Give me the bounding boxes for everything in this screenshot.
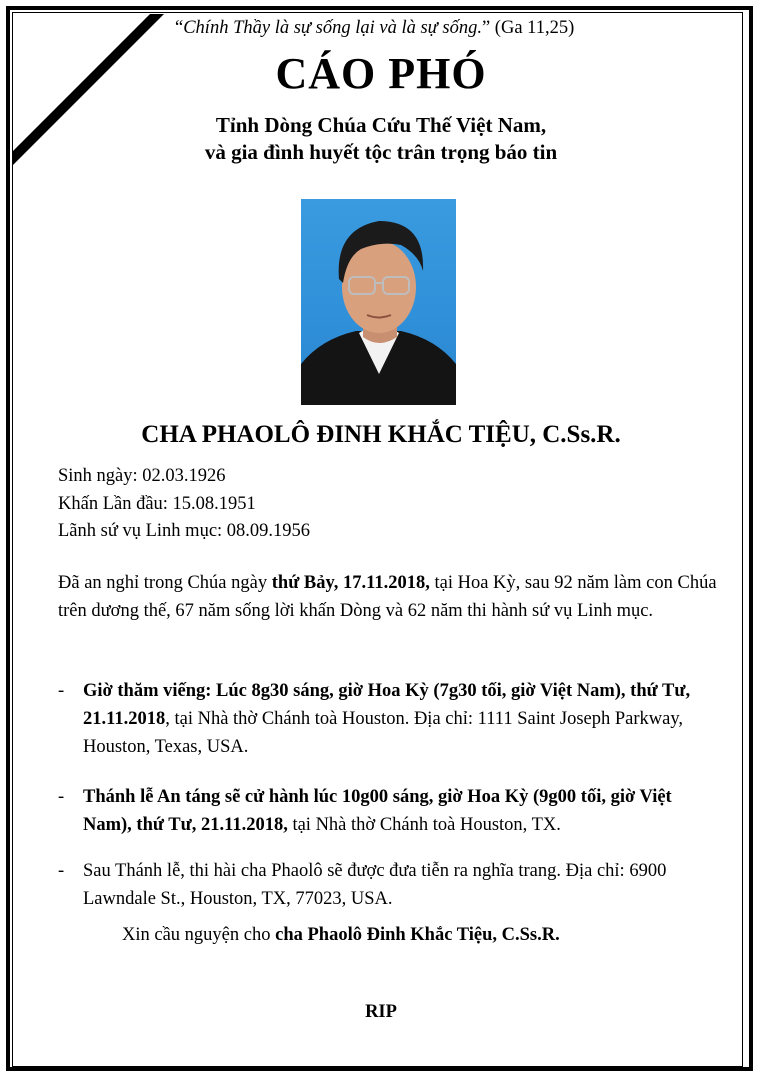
rip-label: RIP	[365, 1002, 397, 1022]
subtitle-line-2: và gia đình huyết tộc trân trọng báo tin	[204, 140, 558, 164]
announcement-paragraph: Đã an nghỉ trong Chúa ngày thứ Bảy, 17.11.2018, tại Hoa Kỳ, sau 92 năm làm con Chúa trên dương thế, 67 năm sống lời khấn Dòng và 62 năm thi hành sứ vụ Linh mục.	[58, 573, 717, 621]
subtitle	[0, 112, 762, 166]
ordination-date: Lãnh sứ vụ Linh mục: 08.09.1956	[58, 521, 311, 541]
scripture-quote: “Chính Thầy là sự sống lại và là sự sống.” (Ga 11,25)	[175, 18, 575, 38]
prayer-request: Xin cầu nguyện cho cha Phaolô Đinh Khắc Tiệu, C.Ss.R.	[122, 925, 560, 945]
vows-date: Khấn Lần đầu: 15.08.1951	[58, 493, 256, 514]
birth-date: Sinh ngày: 02.03.1926	[58, 466, 226, 486]
bullet-dash: -	[58, 681, 65, 701]
portrait-photo	[301, 199, 456, 405]
bullet-dash: -	[58, 861, 65, 881]
subtitle-line-1: Tỉnh Dòng Chúa Cứu Thế Việt Nam,	[215, 113, 547, 137]
deceased-name: CHA PHAOLÔ ĐINH KHẮC TIỆU, C.Ss.R.	[141, 421, 621, 448]
dates-block	[58, 463, 310, 546]
page-title: CÁO PHÓ	[275, 49, 487, 98]
portrait-illustration	[301, 199, 456, 405]
bullet-dash: -	[58, 787, 65, 807]
